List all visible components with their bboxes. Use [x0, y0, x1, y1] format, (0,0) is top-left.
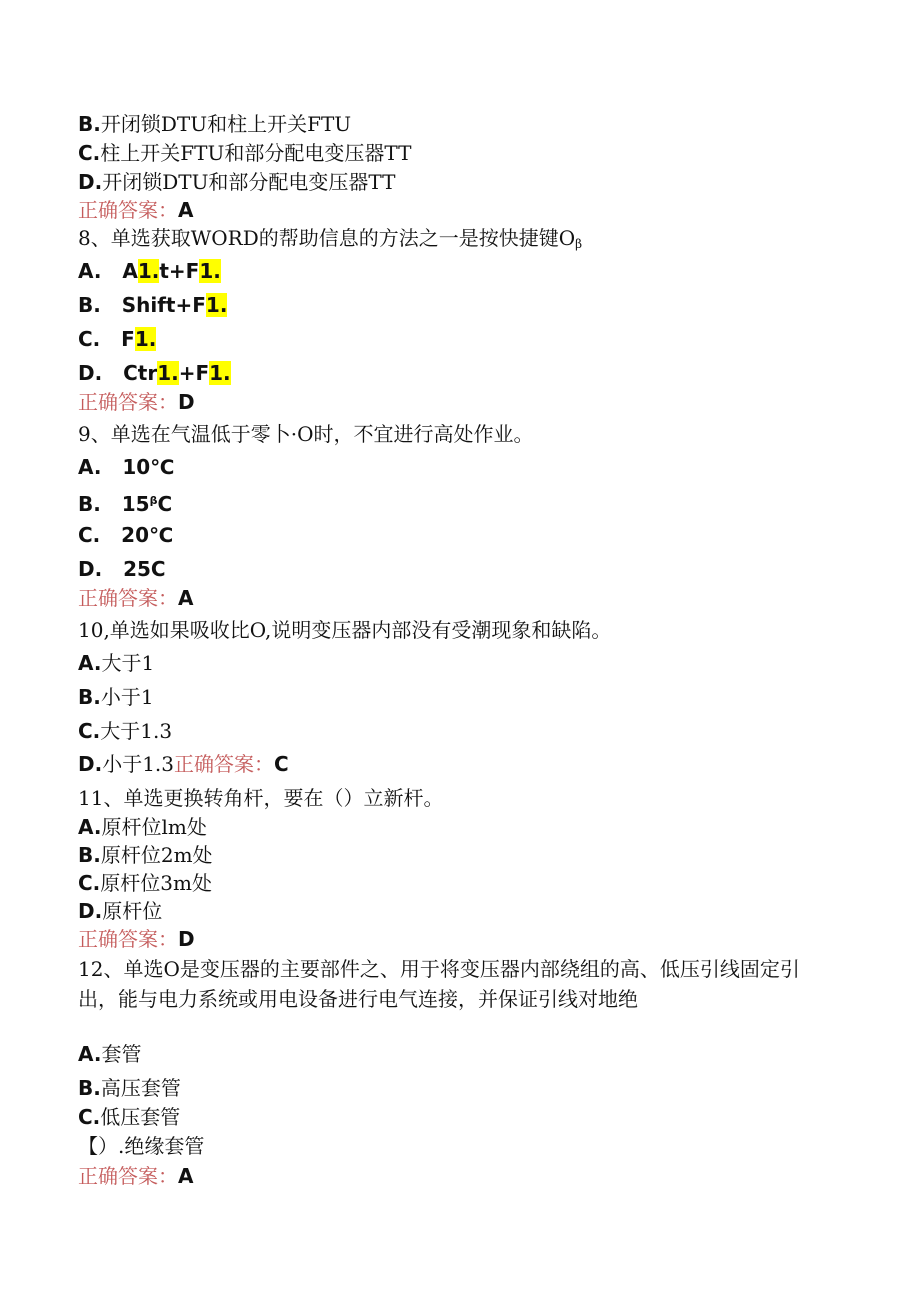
q8-option-b: B. Shift+F1.: [78, 293, 228, 317]
q10-option-a: A.大于1: [78, 651, 155, 675]
answer-label: 正确答案：: [78, 927, 178, 951]
q11-option-a: A.原杆位lm处: [78, 815, 207, 839]
answer-value: A: [178, 1164, 194, 1188]
q7-option-b: B.开闭锁DTU和柱上开关FTU: [78, 112, 352, 136]
q8-stem: 8、单选获取WORD的帮助信息的方法之一是按快捷键$O_\beta$: [78, 226, 583, 251]
q10-stem: 10,单选如果吸收比O,说明变压器内部没有受潮现象和缺陷。: [78, 618, 612, 642]
q11-option-b: B.原杆位2m处: [78, 843, 213, 867]
q7-option-d: D.开闭锁DTU和部分配电变压器TT: [78, 170, 396, 194]
q9-answer: [78, 585, 193, 611]
q9-option-d: D. 25C: [78, 557, 166, 581]
q11-stem: 11、单选更换转角杆，要在（）立新杆。: [78, 786, 444, 810]
q12-option-a: A.套管: [78, 1042, 142, 1066]
q7-answer: [78, 197, 193, 223]
q11-answer: [78, 926, 195, 952]
q7-option-c: C.柱上开关FTU和部分配电变压器TT: [78, 141, 412, 165]
option-text: 开闭锁DTU和部分配电变压器TT: [102, 170, 396, 194]
q12-option-b: B.高压套管: [78, 1076, 181, 1100]
q9-option-b: B. $15^\beta C$: [78, 492, 173, 516]
q10-option-c: C.大于1.3: [78, 719, 173, 743]
q11-option-d: D.原杆位: [78, 899, 163, 923]
q12-option-d: 【）.绝缘套管: [78, 1134, 205, 1158]
q10-option-b: B.小于1: [78, 685, 154, 709]
answer-label: 正确答案：: [78, 1164, 178, 1188]
q8-option-c: C. F1.: [78, 327, 157, 351]
answer-label: 正确答案：: [78, 586, 178, 610]
q9-option-a: A. 10℃: [78, 455, 175, 479]
answer-value: C: [274, 752, 289, 776]
q8-option-d: D. Ctr1.+F1.: [78, 361, 231, 385]
q12-stem: 12、单选O是变压器的主要部件之、用于将变压器内部绕组的高、低压引线固定引出，能与电力系统或用电设备进行电气连接，并保证引线对地绝: [78, 957, 800, 1011]
q8-option-a: A. A1.t+F1.: [78, 259, 221, 283]
q12-answer: [78, 1163, 193, 1189]
answer-value: D: [178, 390, 195, 414]
answer-label: 正确答案：: [174, 752, 275, 776]
q12-option-c: C.低压套管: [78, 1105, 181, 1129]
answer-value: A: [178, 198, 194, 222]
q9-stem: 9、单选在气温低于零卜·O时，不宜进行高处作业。: [78, 422, 534, 446]
answer-value: A: [178, 586, 194, 610]
answer-label: 正确答案：: [78, 390, 178, 414]
answer-label: 正确答案：: [78, 198, 178, 222]
q9-option-c: C. 20℃: [78, 523, 174, 547]
answer-value: D: [178, 927, 195, 951]
q8-answer: [78, 389, 195, 415]
q11-option-c: C.原杆位3m处: [78, 871, 212, 895]
q10-option-d-with-answer: D.小于1.3正确答案：C: [78, 752, 289, 776]
option-text: 柱上开关FTU和部分配电变压器TT: [100, 141, 412, 165]
option-text: 开闭锁DTU和柱上开关FTU: [100, 112, 352, 136]
